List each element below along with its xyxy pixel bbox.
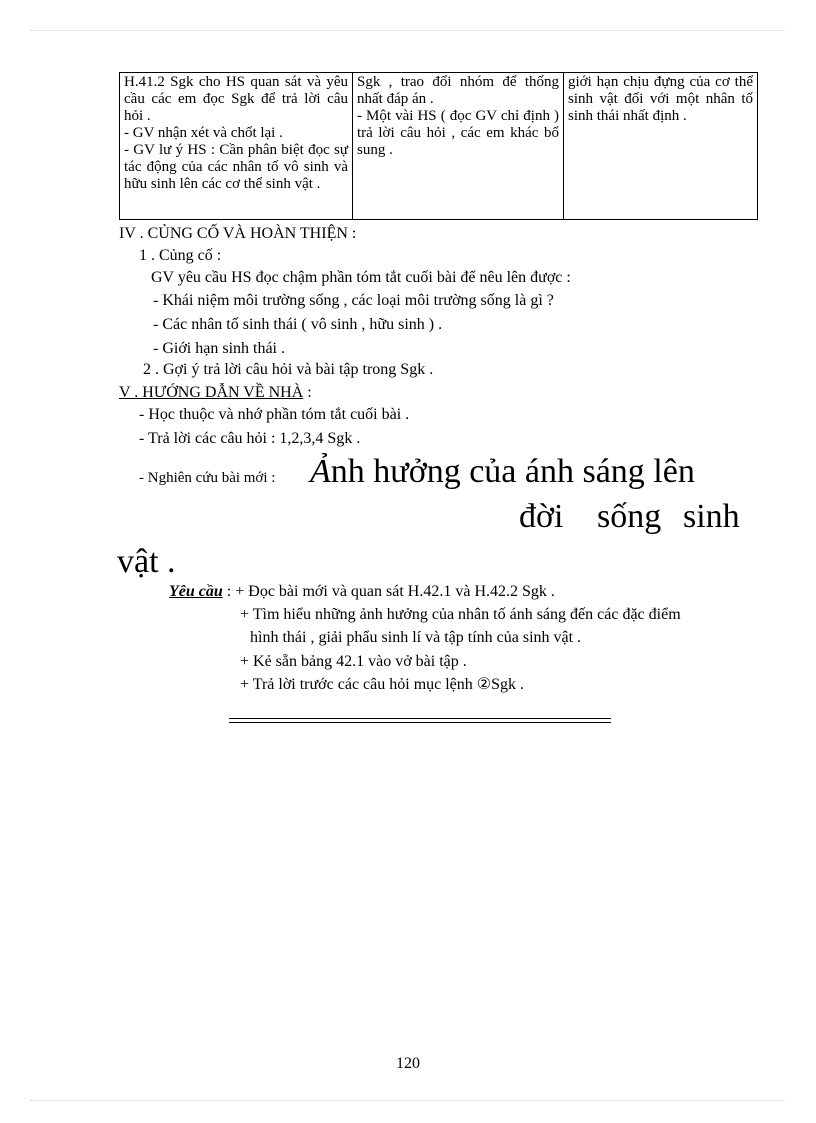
new-lesson-title-line3: vật . bbox=[117, 543, 176, 580]
new-lesson-title-word: đời bbox=[519, 498, 564, 535]
cell-text: Sgk , trao đổi nhóm để thống nhất đáp án . bbox=[357, 74, 559, 107]
section4-intro: GV yêu cầu HS đọc chậm phần tóm tắt cuối bài để nêu lên được : bbox=[151, 269, 571, 286]
content-cell bbox=[564, 73, 758, 220]
list-item: - Trả lời các câu hỏi : 1,2,3,4 Sgk . bbox=[139, 430, 361, 447]
requirement-item: hình thái , giải phẩu sinh lí và tập tính của sinh vật . bbox=[250, 629, 582, 646]
requirement-item: + Tìm hiểu những ảnh hưởng của nhân tố ánh sáng đến các đặc điểm bbox=[240, 606, 681, 623]
list-item: - Học thuộc và nhớ phần tóm tắt cuối bài . bbox=[139, 406, 410, 423]
section5-heading-text: V . HƯỚNG DẪN VỀ NHÀ bbox=[119, 384, 304, 401]
list-item: - Các nhân tố sinh thái ( vô sinh , hữu sinh ) . bbox=[153, 316, 443, 333]
student-activity-cell bbox=[353, 73, 564, 220]
page-number: 120 bbox=[396, 1055, 420, 1072]
requirements-label: Yêu cầu bbox=[169, 583, 223, 600]
cell-text: - Một vài HS ( đọc GV chỉ định ) trả lời câu hỏi , các em khác bổ sung . bbox=[357, 108, 559, 158]
list-item: - Giới hạn sinh thái . bbox=[153, 340, 285, 357]
section5-heading bbox=[119, 383, 312, 403]
section4-item2: 2 . Gợi ý trả lời câu hỏi và bài tập trong Sgk . bbox=[143, 361, 434, 378]
new-lesson-title-rest: nh hưởng của ánh sáng lên bbox=[330, 453, 695, 490]
list-item: - Khái niệm môi trường sống , các loại môi trường sống là gì ? bbox=[153, 292, 554, 309]
requirements-first-line bbox=[169, 582, 555, 602]
section4-item1: 1 . Củng cố : bbox=[139, 247, 222, 264]
new-lesson-title-line1 bbox=[310, 452, 695, 492]
new-lesson-title-word: sống bbox=[597, 498, 662, 535]
new-lesson-title-word: sinh bbox=[683, 498, 740, 535]
requirements-sep: : bbox=[222, 583, 236, 600]
section4-heading: IV . CỦNG CỐ VÀ HOÀN THIỆN : bbox=[119, 225, 357, 242]
new-lesson-title-first: Ả bbox=[310, 453, 331, 490]
requirement-item: + Trả lời trước các câu hỏi mục lệnh ②Sgk . bbox=[240, 676, 525, 693]
new-lesson-label: - Nghiên cứu bài mới : bbox=[139, 470, 276, 486]
cell-text: giới hạn chịu đựng của cơ thể sinh vật đối với một nhân tố sinh thái nhất định . bbox=[568, 74, 753, 124]
cell-text: - GV lư ý HS : Cần phân biệt đọc sự tác động của các nhân tố vô sinh và hữu sinh lên các cơ thể sinh vật . bbox=[124, 142, 348, 192]
requirement-item: + Đọc bài mới và quan sát H.42.1 và H.42.2 Sgk . bbox=[235, 583, 555, 600]
section5-heading-suffix: : bbox=[303, 384, 312, 401]
cell-text: H.41.2 Sgk cho HS quan sát và yêu cầu các em đọc Sgk để trả lời câu hỏi . bbox=[124, 74, 348, 124]
divider-line bbox=[229, 722, 611, 723]
lesson-table bbox=[119, 72, 758, 220]
divider-line bbox=[229, 718, 611, 719]
table-row bbox=[120, 73, 758, 220]
cell-text: - GV nhận xét và chốt lại . bbox=[124, 125, 283, 141]
teacher-activity-cell bbox=[120, 73, 353, 220]
requirement-item: + Kẻ sẵn bảng 42.1 vào vở bài tập . bbox=[240, 653, 467, 670]
